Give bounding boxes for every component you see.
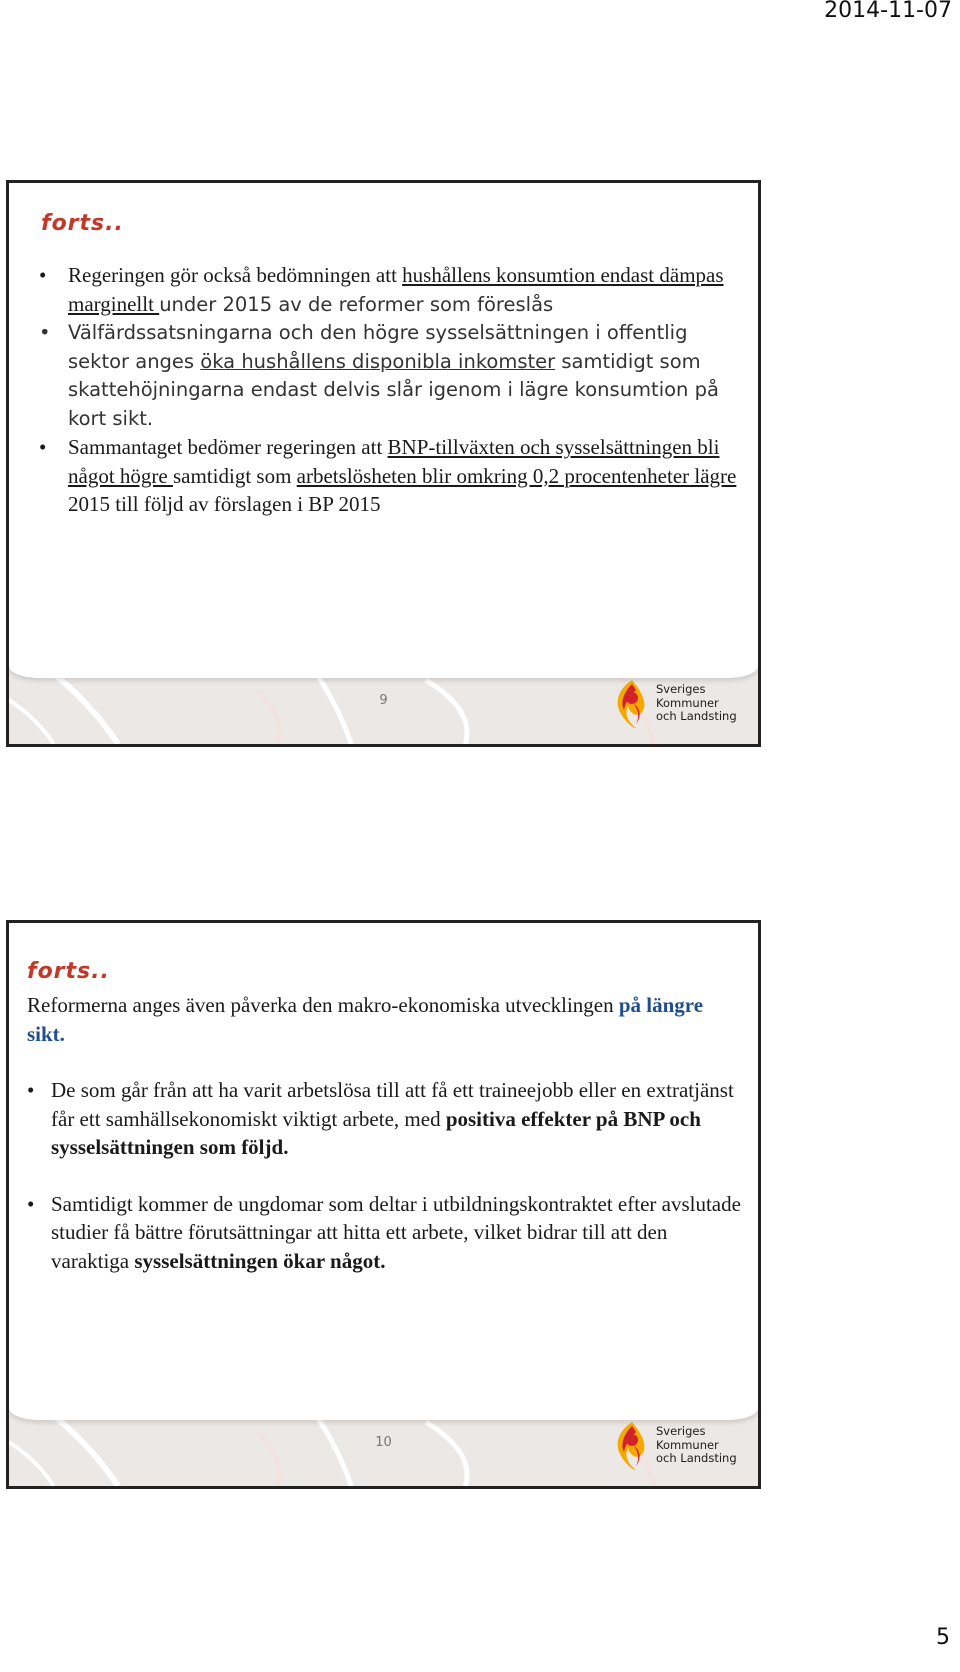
bold-text: positiva effekter på BNP och sysselsättningen som följd. [51, 1106, 701, 1159]
slide-number: 9 [379, 693, 388, 708]
bullet-icon: • [39, 321, 51, 344]
bullet-text: De som går från att ha varit arbetslösa till att få ett traineejobb eller en extratjänst får ett samhällsekonomiskt viktigt arbete, med [51, 1078, 734, 1131]
slide-number: 10 [375, 1435, 392, 1450]
bullet-list [27, 1076, 742, 1275]
slide-heading: forts.. [27, 959, 110, 984]
skl-flame-logo-icon [612, 678, 652, 730]
bullet-text: Regeringen gör också bedömningen att [68, 263, 403, 287]
bullet-text: samtidigt som skattehöjningarna endast delvis slår igenom i lägre konsumtion på kort sikt. [68, 349, 719, 430]
logo-text: Sveriges Kommuner och Landsting [656, 682, 737, 723]
underlined-text: BNP-tillväxten och sysselsättningen bli något högre [68, 435, 720, 488]
slide-9 [6, 180, 761, 747]
bullet-text: samtidigt som [172, 463, 297, 488]
bullet-icon: • [39, 435, 47, 459]
bold-text: sysselsättningen ökar något. [134, 1248, 386, 1273]
footer-edge [9, 660, 758, 678]
intro-text: Reformerna anges även påverka den makro-ekonomiska utvecklingen på längre sikt. [27, 993, 704, 1046]
underlined-text: öka hushållens disponibla inkomster [200, 349, 556, 373]
bullet-text: under 2015 av de reformer som föreslås [159, 292, 554, 316]
list-item [27, 1190, 742, 1276]
bullet-text: 2015 till följd av förslagen i BP 2015 [68, 492, 381, 516]
bullet-text: Samtidigt kommer de ungdomar som deltar i utbildningskontraktet efter avslutade studier få bättre förutsättningar att hitta ett arbete, vilket bidrar till att den varaktiga [51, 1191, 741, 1273]
bullet-text: Sammantaget bedömer regeringen att [68, 435, 388, 459]
skl-flame-logo-icon [612, 1420, 652, 1472]
slide-footer [9, 1402, 758, 1486]
list-item [39, 319, 739, 433]
underlined-text: hushållens konsumtion endast dämpas marginellt [68, 263, 724, 316]
skl-logo [612, 1420, 742, 1474]
page-number: 5 [936, 1625, 950, 1650]
bullet-icon: • [27, 1078, 35, 1102]
bullet-list [39, 261, 739, 519]
underlined-text: arbetslösheten blir omkring 0,2 procentenheter lägre [296, 463, 737, 488]
list-item [39, 261, 739, 319]
logo-text: Sveriges Kommuner och Landsting [656, 1424, 737, 1465]
skl-logo [612, 678, 742, 732]
slide-10 [6, 920, 761, 1489]
bullet-icon: • [39, 263, 47, 287]
bullet-icon: • [27, 1191, 35, 1216]
list-item [39, 433, 739, 519]
list-item [27, 1076, 742, 1162]
slide-footer [9, 660, 758, 744]
highlight-text: på längre sikt. [27, 993, 704, 1046]
footer-edge [9, 1402, 758, 1420]
slide-heading: forts.. [41, 211, 124, 236]
page-date: 2014-11-07 [824, 0, 952, 23]
bullet-text: Välfärdssatsningarna och den högre sysselsättningen i offentlig sektor anges [68, 321, 688, 373]
